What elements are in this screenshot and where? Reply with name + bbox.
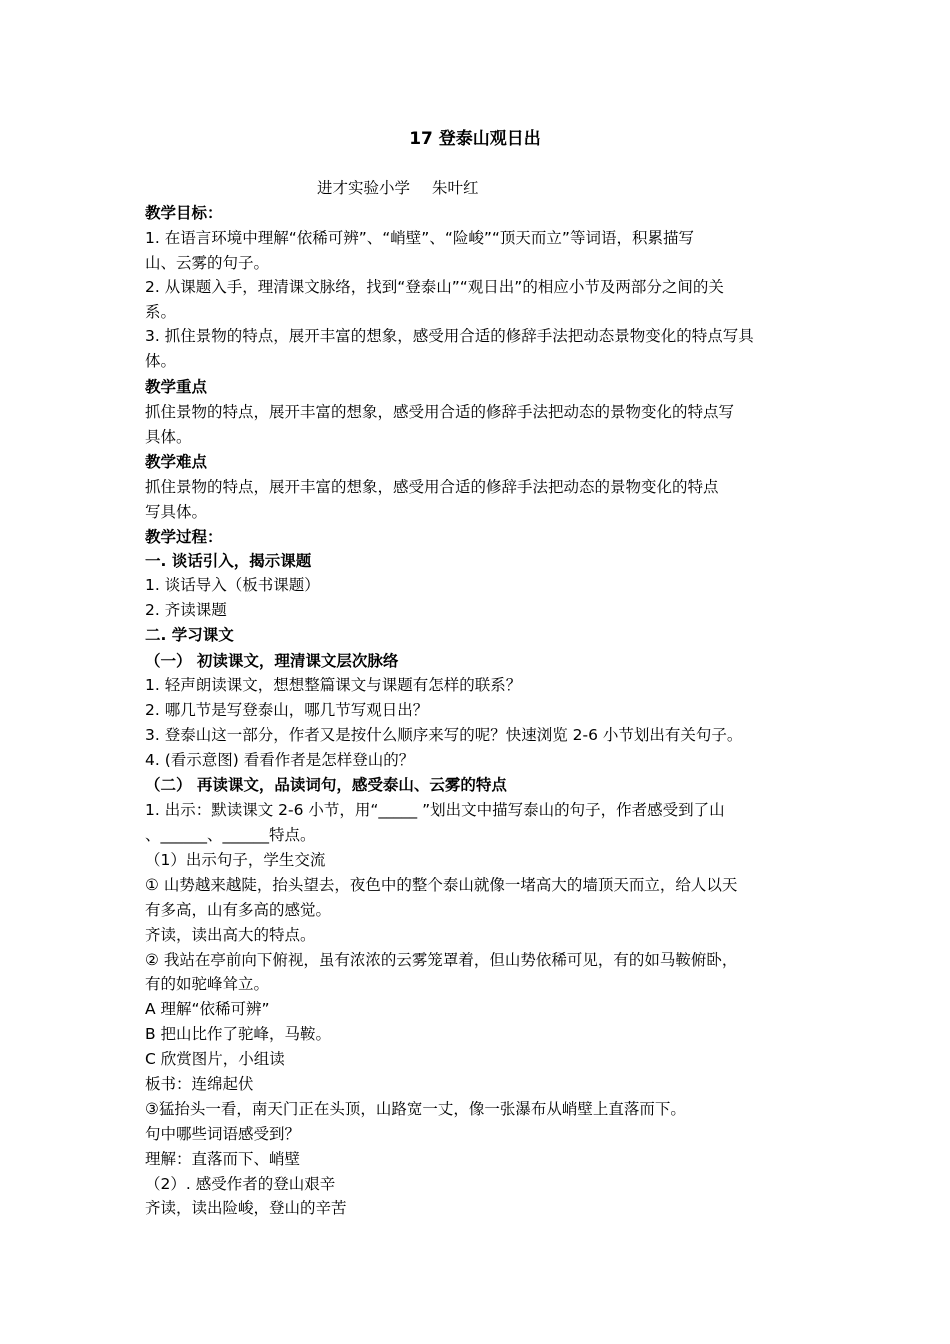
author-line xyxy=(317,178,479,198)
heading-difficulties: 教学难点 xyxy=(145,453,208,471)
text-line: 、______、______特点。 xyxy=(145,826,316,844)
text-line: 抓住景物的特点，展开丰富的想象，感受用合适的修辞手法把动态的景物变化的特点写 xyxy=(145,403,735,421)
text-line: 1. 出示：默读课文 2-6 小节，用“_____ ”划出文中描写泰山的句子，作者感受到了山 xyxy=(145,801,725,819)
text-line: 齐读，读出高大的特点。 xyxy=(145,926,316,944)
heading-process: 教学过程： xyxy=(145,528,223,546)
text-line: 山、云雾的句子。 xyxy=(145,254,270,272)
heading-objectives: 教学目标： xyxy=(145,204,223,222)
text-line: ① 山势越来越陡，抬头望去，夜色中的整个泰山就像一堵高大的墙顶天而立，给人以天 xyxy=(145,876,738,894)
text-line: （2）. 感受作者的登山艰辛 xyxy=(145,1175,336,1193)
text-line: 1. 轻声朗读课文，想想整篇课文与课题有怎样的联系？ xyxy=(145,676,522,694)
text-line: ② 我站在亭前向下俯视，虽有浓浓的云雾笼罩着，但山势依稀可见，有的如马鞍俯卧， xyxy=(145,951,738,969)
text-line: 系。 xyxy=(145,303,177,321)
author-school: 进才实验小学 xyxy=(317,179,411,197)
text-line: 齐读，读出险峻，登山的辛苦 xyxy=(145,1199,347,1217)
section-heading: 二. 学习课文 xyxy=(145,626,234,644)
text-line: 板书：连绵起伏 xyxy=(145,1075,254,1093)
text-line: A 理解“依稀可辨” xyxy=(145,1000,270,1018)
heading-key-points: 教学重点 xyxy=(145,378,208,396)
page-title: 17 登泰山观日出 xyxy=(409,129,541,149)
text-line: 理解：直落而下、峭壁 xyxy=(145,1150,301,1168)
section-heading: 一. 谈话引入，揭示课题 xyxy=(145,552,312,570)
text-line: 1. 在语言环境中理解“依稀可辨”、“峭壁”、“险峻”“顶天而立”等词语，积累描写 xyxy=(145,229,694,247)
text-line: 3. 登泰山这一部分，作者又是按什么顺序来写的呢？快速浏览 2-6 小节划出有关句子。 xyxy=(145,726,743,744)
text-line: B 把山比作了驼峰，马鞍。 xyxy=(145,1025,332,1043)
text-line: 有多高，山有多高的感觉。 xyxy=(145,901,332,919)
text-line: 2. 从课题入手，理清课文脉络，找到“登泰山”“观日出”的相应小节及两部分之间的关 xyxy=(145,278,724,296)
text-line: 2. 齐读课题 xyxy=(145,601,227,619)
author-name: 朱叶红 xyxy=(432,179,479,197)
subsection-heading: （二） 再读课文，品读词句，感受泰山、云雾的特点 xyxy=(145,776,507,794)
text-line: C 欣赏图片，小组读 xyxy=(145,1050,285,1068)
text-line: 3. 抓住景物的特点，展开丰富的想象，感受用合适的修辞手法把动态景物变化的特点写具 xyxy=(145,327,754,345)
subsection-heading: （一） 初读课文，理清课文层次脉络 xyxy=(145,652,399,670)
text-line: ③猛抬头一看，南天门正在头顶，山路宽一丈，像一张瀑布从峭壁上直落而下。 xyxy=(145,1100,686,1118)
text-line: 句中哪些词语感受到？ xyxy=(145,1125,301,1143)
text-line: 具体。 xyxy=(145,428,192,446)
text-line: 1. 谈话导入（板书课题） xyxy=(145,576,320,594)
text-line: 写具体。 xyxy=(145,503,208,521)
text-line: 4. (看示意图) 看看作者是怎样登山的？ xyxy=(145,751,415,769)
text-line: 体。 xyxy=(145,352,177,370)
text-line: 有的如驼峰耸立。 xyxy=(145,975,270,993)
text-line: 2. 哪几节是写登泰山，哪几节写观日出？ xyxy=(145,701,429,719)
text-line: 抓住景物的特点，展开丰富的想象，感受用合适的修辞手法把动态的景物变化的特点 xyxy=(145,478,719,496)
text-line: （1）出示句子，学生交流 xyxy=(145,851,326,869)
